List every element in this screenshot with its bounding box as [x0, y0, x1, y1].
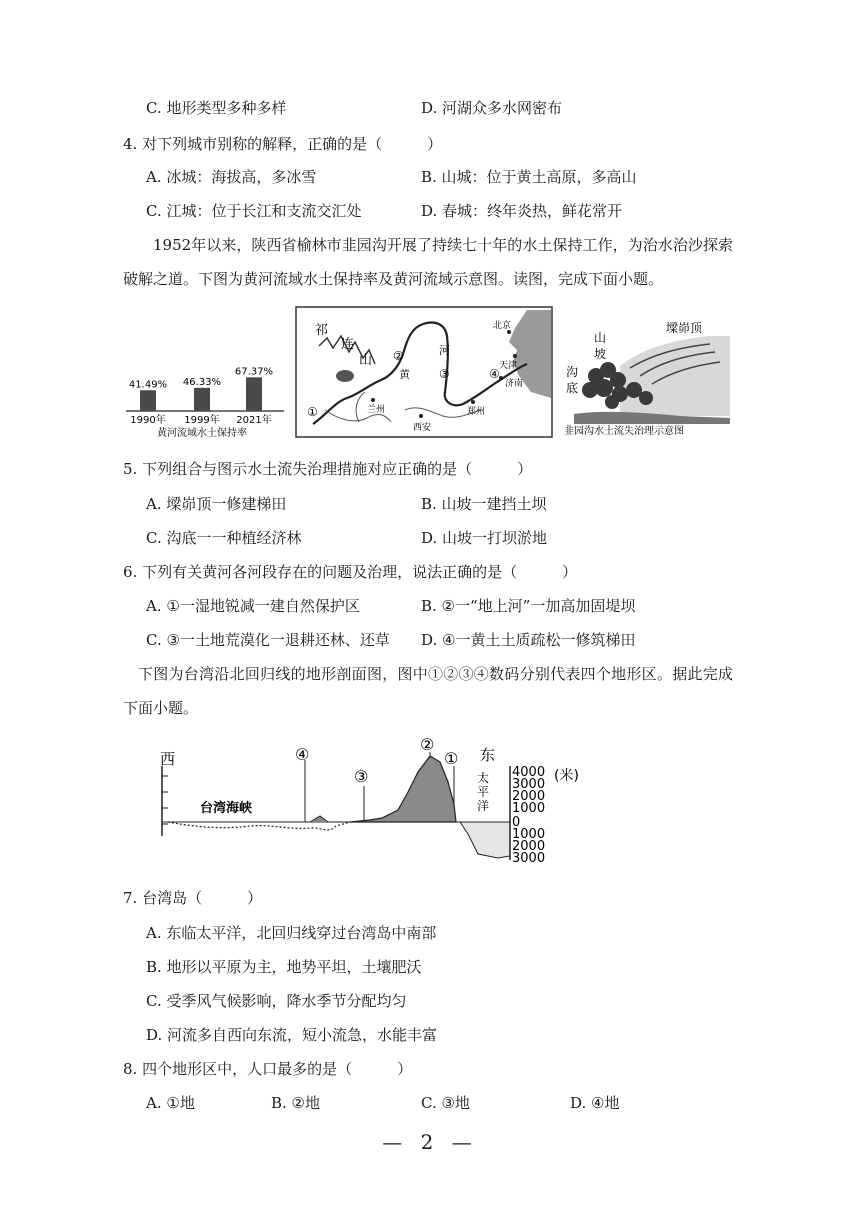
map-label-jinan: 济南: [505, 379, 524, 389]
q4-option-a: A. 冰城：海拔高，多冰雪: [146, 168, 317, 186]
profile-tick-labels: [512, 765, 545, 866]
q5-stem: 5. 下列组合与图示水土流失治理措施对应正确的是（ ）: [123, 460, 533, 478]
q6-option-d: D. ④一黄土土质疏松一修筑梯田: [421, 631, 636, 649]
bar-category-label-1: 1999年: [184, 415, 220, 426]
tick-label-4000: 4000: [512, 765, 546, 780]
bar-1: [194, 388, 210, 411]
bar-value-label-2: 67.37%: [234, 366, 274, 378]
intro-paragraph-2: 下图为台湾沿北回归线的地形剖面图，图中①②③④数码分别代表四个地形区。据此完成下面小题。: [123, 665, 733, 717]
q5-option-d: D. 山坡一打坝淤地: [421, 529, 548, 547]
page-number: — 2 —: [382, 1130, 478, 1154]
q8-stem: 8. 四个地形区中，人口最多的是（ ）: [123, 1060, 413, 1078]
map-marker-4: ④: [489, 367, 500, 381]
tick-label-1000: 1000: [512, 801, 546, 816]
yellow-river-map: [295, 306, 553, 438]
plain-rise: [310, 816, 328, 822]
q6-option-c: C. ③一土地荒漠化一退耕还林、还草: [146, 631, 390, 649]
tick-label-2000: 2000: [512, 789, 546, 804]
tick-label-3000: 3000: [512, 777, 546, 792]
central-mountain-profile: [350, 756, 456, 822]
q7-option-d: D. 河流多自西向东流，短小流急，水能丰富: [146, 1026, 438, 1044]
q5-option-c: C. 沟底一一种植经济林: [146, 529, 302, 547]
profile-label-ocean-1: 太: [477, 771, 490, 785]
scheme-label-gully-2: 底: [566, 381, 579, 395]
strait-seabed: [168, 822, 350, 830]
bar-2: [246, 377, 262, 411]
q3-option-d: D. 河湖众多水网密布: [421, 99, 563, 117]
tick-label-0: 0: [512, 815, 521, 830]
q6-option-b: B. ②一“地上河”一加高加固堤坝: [421, 597, 636, 615]
profile-marker-4: ④: [295, 745, 310, 764]
city-dot-zhengzhou: [471, 400, 475, 404]
profile-unit: (米): [554, 768, 579, 784]
map-label-zhengzhou: 郑州: [467, 407, 486, 417]
profile-label-east: 东: [480, 746, 496, 764]
bar-category-label-0: 1990年: [130, 415, 166, 426]
q6-option-a: A. ①一湿地锐减一建自然保护区: [146, 597, 360, 615]
bar-0: [140, 390, 156, 411]
profile-label-west: 西: [160, 750, 176, 768]
intro-paragraph-1: 1952年以来，陕西省榆林市韭园沟开展了持续七十年的水土保持工作，为治水治沙探索破解之道。下图为黄河流域水土保持率及黄河流域示意图。读图，完成下面小题。: [123, 236, 733, 288]
q7-option-b: B. 地形以平原为主，地势平坦，土壤肥沃: [146, 958, 422, 976]
scheme-label-slope-1: 山: [594, 331, 607, 345]
q8-option-d: D. ④地: [570, 1094, 620, 1112]
tick-label-minus-3000: 3000: [512, 851, 546, 866]
map-label-xian: 西安: [413, 423, 432, 433]
profile-marker-3: ③: [354, 767, 369, 786]
map-label-lian: 连: [341, 337, 355, 352]
pacific-trench: [460, 822, 510, 858]
q8-option-a: A. ①地: [146, 1094, 195, 1112]
map-marker-3: ③: [439, 367, 450, 381]
scheme-label-gully-1: 沟: [566, 365, 579, 379]
bar-chart-caption: 黄河流域水土保持率: [157, 428, 247, 439]
city-dot-tianjin: [513, 354, 517, 358]
q6-stem: 6. 下列有关黄河各河段存在的问题及治理，说法正确的是（ ）: [123, 563, 578, 581]
soil-conservation-bar-chart: [120, 355, 290, 440]
q4-stem: 4. 对下列城市别称的解释，正确的是（ ）: [123, 135, 443, 153]
q4-option-d: D. 春城：终年炎热，鲜花常开: [421, 202, 623, 220]
map-label-huang: 黄: [399, 368, 410, 381]
q8-option-b: B. ②地: [271, 1094, 321, 1112]
taiwan-terrain-profile: [150, 730, 600, 870]
profile-marker-2: ②: [420, 735, 435, 754]
q8-option-c: C. ③地: [421, 1094, 470, 1112]
map-label-tianjin: 天津: [499, 361, 518, 371]
q5-option-b: B. 山坡一建挡土坝: [421, 495, 547, 513]
q3-option-c: C. 地形类型多种多样: [146, 99, 287, 117]
profile-label-ocean-3: 洋: [477, 799, 490, 813]
bar-value-label-0: 41.49%: [128, 379, 168, 391]
jiuyuangou-scheme: [560, 306, 730, 438]
map-label-shan: 山: [359, 353, 373, 368]
tick-label-minus-2000: 2000: [512, 839, 546, 854]
map-marker-1: ①: [307, 405, 318, 419]
map-marker-2: ②: [393, 349, 404, 363]
tick-label-minus-1000: 1000: [512, 827, 546, 842]
q7-option-c: C. 受季风气候影响，降水季节分配均匀: [146, 992, 407, 1010]
q4-option-c: C. 江城：位于长江和支流交汇处: [146, 202, 362, 220]
bar-category-label-2: 2021年: [236, 415, 272, 426]
scheme-label-slope-2: 坡: [594, 347, 607, 361]
map-label-lanzhou: 兰州: [367, 405, 386, 415]
profile-marker-1: ①: [444, 749, 459, 768]
q7-option-a: A. 东临太平洋，北回归线穿过台湾岛中南部: [146, 924, 437, 942]
qinghai-lake: [336, 370, 354, 382]
map-label-beijing: 北京: [493, 321, 512, 331]
map-label-he: 河: [439, 344, 450, 357]
profile-label-ocean-2: 平: [477, 785, 490, 799]
q5-option-a: A. 墚峁顶一修建梯田: [146, 495, 287, 513]
q4-option-b: B. 山城：位于黄土高原，多高山: [421, 168, 637, 186]
city-dot-xian: [419, 414, 423, 418]
city-dot-lanzhou: [371, 398, 375, 402]
bar-value-label-1: 46.33%: [182, 376, 222, 388]
q7-stem: 7. 台湾岛（ ）: [123, 889, 263, 907]
bar-chart-svg: [120, 355, 290, 440]
scheme-label-top: 墚峁顶: [666, 321, 703, 335]
map-label-qi: 祁: [315, 323, 329, 338]
scheme-caption: 韭园沟水土流失治理示意图: [564, 426, 684, 437]
profile-label-strait: 台湾海峡: [200, 801, 253, 816]
